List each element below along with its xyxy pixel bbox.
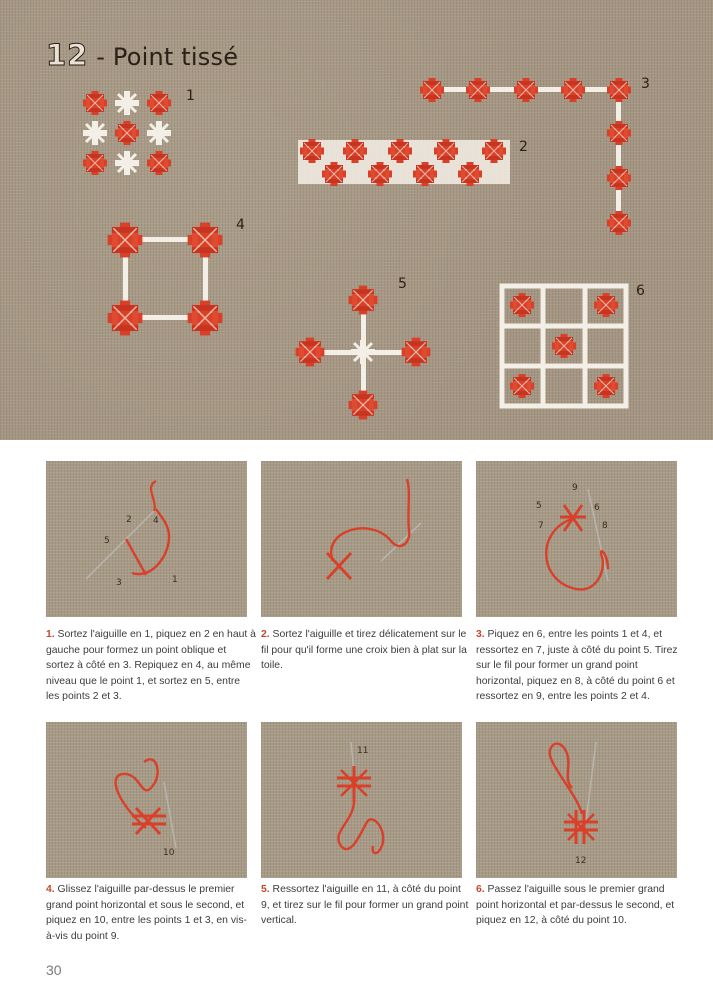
sample-5-stitches [296, 286, 431, 420]
step-3-point-label: 9 [572, 483, 578, 493]
step-2-caption: 2. Sortez l'aiguille et tirez délicatement sur le fil pour qu'il forme une croix bien à plat sur la toile. [261, 629, 467, 672]
step-5-point-label: 11 [357, 746, 369, 756]
step-5-caption: 5. Ressortez l'aiguille en 11, à côté du point 9, et tirez sur le fil pour former un grand point vertical. [261, 884, 469, 927]
sample-1-stitches [83, 91, 171, 175]
step-6-point-label: 12 [575, 856, 587, 866]
step-4-photo [46, 722, 247, 878]
step-3-caption: 3. Piquez en 6, entre les points 1 et 4, et ressortez en 7, juste à côté du point 5. Tirez sur le fil pour former un grand point horizontal, piquez en 8, à côté du point 6 et ressortez en 9, entre les points 2 et 4. [476, 629, 678, 703]
hero-embroidery-photo [0, 0, 713, 440]
step-3-point-label: 5 [536, 501, 542, 511]
title-text: Point tissé [112, 43, 239, 71]
sample-label-5: 5 [398, 276, 407, 292]
sample-label-2: 2 [519, 139, 528, 155]
step-1-point-label: 4 [153, 516, 159, 526]
step-1-point-label: 2 [126, 515, 132, 525]
title-separator: - [88, 43, 113, 71]
step-6-photo [476, 722, 677, 878]
step-5-photo [261, 722, 462, 878]
stitch-samples-art [0, 0, 713, 440]
step-6-caption: 6. Passez l'aiguille sous le premier grand point horizontal et par-dessus le second, et piquez en 12, à côté du point 10. [476, 884, 675, 927]
step-1-point-label: 3 [116, 578, 122, 588]
page-number: 30 [46, 962, 62, 978]
step-1-caption: 1. Sortez l'aiguille en 1, piquez en 2 en haut à gauche pour formez un point oblique et sortez à côté en 3. Repiquez en 4, au même niveau que le point 1, et sortez en 5, entre les points 2 et 3. [46, 629, 256, 703]
step-3-point-label: 8 [602, 521, 608, 531]
title-number: 12 [46, 38, 89, 72]
step-2-photo [261, 461, 462, 617]
step-1-photo [46, 461, 247, 617]
sample-2-stitches [298, 139, 510, 186]
sample-label-3: 3 [641, 76, 650, 92]
sample-label-1: 1 [186, 88, 195, 104]
step-4-point-label: 10 [163, 848, 175, 858]
sample-6-stitches [502, 286, 626, 406]
step-3-point-label: 7 [538, 521, 544, 531]
sample-label-6: 6 [636, 283, 645, 299]
sample-4-stitches [108, 223, 223, 336]
step-3-photo [476, 461, 677, 617]
step-1-point-label: 1 [172, 575, 178, 585]
sample-label-4: 4 [236, 217, 245, 233]
step-3-point-label: 6 [594, 503, 600, 513]
step-4-caption: 4. Glissez l'aiguille par-dessus le premier grand point horizontal et sous le second, et piquez en 10, entre les points 1 et 3, en vis-à-vis du point 9. [46, 884, 248, 942]
step-1-point-label: 5 [104, 536, 110, 546]
